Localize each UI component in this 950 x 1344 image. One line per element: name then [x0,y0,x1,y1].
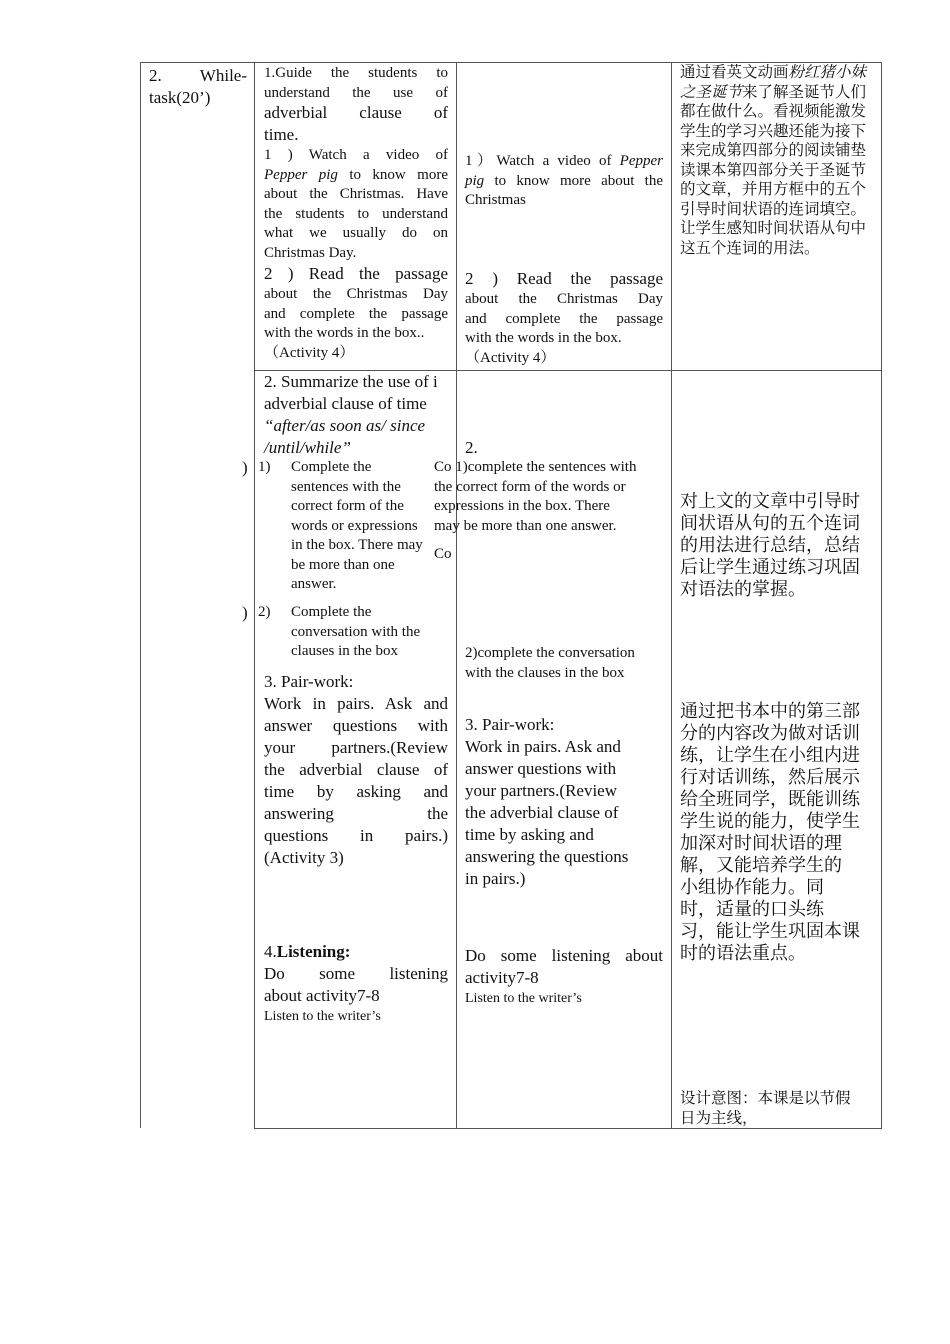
design-intent-summary: 对上文的文章中引导时 间状语从句的五个连词 的用法进行总结，总结 后让学生通过练习巩固 对语法的掌握。 [680,491,860,600]
guide-text-large: adverbial clause of time. [264,103,448,144]
exercise-2-text: Complete the conversation with the clauses in the box [291,604,421,659]
overflow-text: Co [434,546,452,562]
summarize-task: 2. Summarize the use of i adverbial clause of time “after/as soon as/ since /until/while” [264,372,438,457]
design-intent-video: 通过看英文动画粉红猪小妹 之圣诞节来了解圣诞节人们 都在做什么。看视频能激发 学生的学习兴趣还能为接下 来完成第四部分的阅读铺垫 读课本第四部分关于圣诞节 的文章，并用方框中的五个 引导时间状语的连词填空。 让学生感知时间状语从句中 这五个连词的用法。 [680,63,867,257]
exercise-1-text: Complete the sentences with the correct form of the words or expressions in the box. There may be more than one answer. [291,459,423,592]
exercise-2-number: 2) [258,604,271,620]
table-border-bottom [254,1128,882,1129]
watch-video-task: 1 ) Watch a video of Pepper pig to know more about the Christmas. Have the students to understand what we usually do on Christmas Day. [264,147,448,261]
col-divider-3 [671,62,672,1128]
exercise-1-number: 1) [258,459,271,475]
student-activity-2-number: 2. [465,438,478,457]
stray-paren: ) [242,603,248,622]
col-divider-1 [254,62,255,1128]
pair-work-task: 3. Pair-work: Work in pairs. Ask and answer questions with your partners.(Review the adverbial clause of time by asking and answering the questions in pairs.) (Activity 3) [264,672,448,867]
stray-paren: ) [242,458,248,477]
col-divider-2 [456,62,457,1128]
student-exercise-1: Co 1)complete the sentences with the correct form of the words or expressions in the box. There may be more than one answer. [434,459,637,534]
design-intent-pairwork: 通过把书本中的第三部 分的内容改为做对话训 练，让学生在小组内进 行对话训练，然后展示 给全班同学，既能训练 学生说的能力，使学生 加深对时间状语的理 解，又能培养学生的 小组协作能力。同 时，适量的口头练 习，能让学生巩固本课 时的语法重点。 [680,701,860,964]
table-border-right [881,62,882,1128]
student-listening: Do some listening about activity7-8 Listen to the writer’s [465,946,663,1006]
listening-task: 4.Listening: Do some listening about activity7-8 Listen to the writer’s [264,942,448,1024]
student-read-passage: 2 ) Read the passage about the Christmas Day and complete the passage with the words in the box. （Activity 4） [465,269,663,366]
student-watch-video: 1）Watch a video of Pepper pig to know more about the Christmas [465,153,663,208]
stage-label: 2. While- task(20’) [149,66,247,107]
design-intent-overall: 设计意图：本课是以节假 日为主线， [680,1089,851,1127]
table-border-left [140,62,141,1128]
student-exercise-2: 2)complete the conversation with the clauses in the box [465,645,635,681]
guide-text: 1.Guide the students to understand the use of [264,65,448,101]
student-pair-work: 3. Pair-work: Work in pairs. Ask and answer questions with your partners.(Review the adverbial clause of time by asking and answering the questions in pairs.) [465,715,629,888]
read-passage-task: 2 ) Read the passage about the Christmas Day and complete the passage with the words in the box.. （Activity 4） [264,264,448,361]
